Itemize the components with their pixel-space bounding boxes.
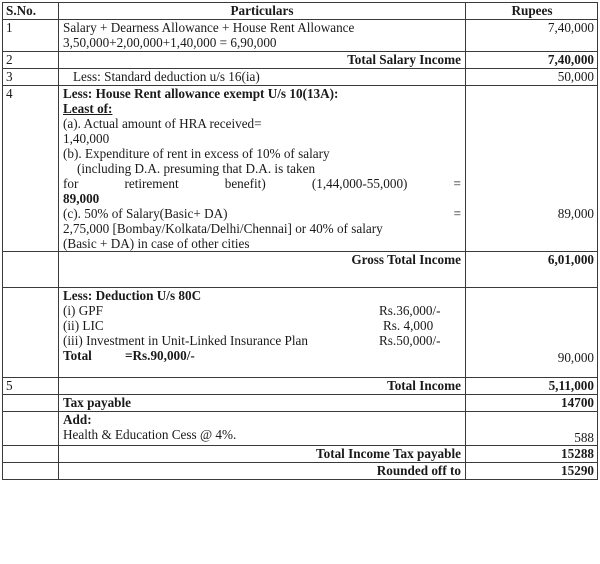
gross-sno (3, 252, 59, 288)
cess-label: Health & Education Cess @ 4%. (63, 427, 237, 442)
cess-sno (3, 412, 59, 446)
row5-amount: 5,11,000 (466, 378, 598, 395)
row1-line2: 3,50,000+2,00,000+1,40,000 = 6,90,000 (63, 35, 277, 50)
tax-computation-table (2, 2, 598, 480)
row4-c1-text: (c). 50% of Salary(Basic+ DA) (63, 206, 228, 221)
rounded-amount: 15290 (466, 463, 598, 480)
deduction-item-gpf (63, 303, 461, 318)
row4-c1-equals: = (453, 206, 461, 221)
row3-label: Less: Standard deduction u/s 16(ia) (59, 69, 466, 86)
row4-least-of: Least of: (63, 101, 113, 116)
row-hra-exemption (3, 86, 598, 252)
cess-add: Add: (63, 412, 92, 427)
row4-b4: 89,000 (63, 191, 100, 206)
row4-b3-word-3: benefit) (224, 176, 266, 191)
row4-b3-word-4: (1,44,000-55,000) (311, 176, 408, 191)
row-cess (3, 412, 598, 446)
deduction-item-value: Rs.36,000/- (379, 303, 441, 318)
header-row (3, 3, 598, 20)
row2-label: Total Salary Income (59, 52, 466, 69)
row-total-salary (3, 52, 598, 69)
row4-title: Less: House Rent allowance exempt U/s 10(13A): (63, 86, 339, 101)
row4-a1: (a). Actual amount of HRA received= (63, 116, 262, 131)
gross-label: Gross Total Income (59, 252, 466, 288)
row4-amount: 89,000 (466, 86, 598, 252)
row-total-income (3, 378, 598, 395)
deduction-spacer (63, 363, 461, 377)
cess-particulars (59, 412, 466, 446)
row4-sno: 4 (3, 86, 59, 252)
tax-computation-sheet (2, 2, 598, 560)
deduction-item-value: Rs.50,000/- (379, 333, 441, 348)
header-rupees: Rupees (466, 3, 598, 20)
header-particulars: Particulars (59, 3, 466, 20)
deduction-total-value: =Rs.90,000/- (125, 348, 195, 363)
row5-sno: 5 (3, 378, 59, 395)
deduction-total-label: Total (63, 348, 92, 363)
row5-label: Total Income (59, 378, 466, 395)
row4-b3-word-1: for (63, 176, 79, 191)
total-tax-sno (3, 446, 59, 463)
row-total-income-tax (3, 446, 598, 463)
row1-line1: Salary + Dearness Allowance + House Rent Allowance (63, 20, 355, 35)
tax-sno (3, 395, 59, 412)
row-salary (3, 20, 598, 52)
gross-amount: 6,01,000 (466, 252, 598, 288)
total-tax-label: Total Income Tax payable (59, 446, 466, 463)
tax-label: Tax payable (59, 395, 466, 412)
row4-a2: 1,40,000 (63, 131, 110, 146)
deduction-particulars (59, 288, 466, 378)
rounded-sno (3, 463, 59, 480)
deduction-item-lic (63, 318, 461, 333)
row4-b3 (63, 176, 461, 191)
header-sno: S.No. (3, 3, 59, 20)
row-rounded-off (3, 463, 598, 480)
row3-sno: 3 (3, 69, 59, 86)
deduction-title: Less: Deduction U/s 80C (63, 288, 202, 303)
row-80c-deduction (3, 288, 598, 378)
row-gross-total (3, 252, 598, 288)
cess-amount: 588 (466, 412, 598, 446)
row-tax-payable (3, 395, 598, 412)
deduction-item-name: (iii) Investment in Unit-Linked Insurance Plan (63, 333, 309, 348)
row1-particulars (59, 20, 466, 52)
deduction-sno (3, 288, 59, 378)
row-standard-deduction (3, 69, 598, 86)
row2-amount: 7,40,000 (466, 52, 598, 69)
row1-sno: 1 (3, 20, 59, 52)
deduction-item-name: (ii) LIC (63, 318, 104, 333)
total-tax-amount: 15288 (466, 446, 598, 463)
deduction-item-value: Rs. 4,000 (383, 318, 434, 333)
row4-c3: (Basic + DA) in case of other cities (63, 236, 250, 251)
row3-amount: 50,000 (466, 69, 598, 86)
tax-amount: 14700 (466, 395, 598, 412)
row4-b2: (including D.A. presuming that D.A. is taken (77, 161, 316, 176)
row4-b3-word-2: retirement (124, 176, 179, 191)
row4-c1 (63, 206, 461, 221)
row2-sno: 2 (3, 52, 59, 69)
row4-particulars (59, 86, 466, 252)
deduction-item-ulip (63, 333, 461, 348)
rounded-label: Rounded off to (59, 463, 466, 480)
deduction-item-name: (i) GPF (63, 303, 103, 318)
row1-amount: 7,40,000 (466, 20, 598, 52)
deduction-amount: 90,000 (466, 288, 598, 378)
deduction-total (63, 348, 461, 363)
row4-b1: (b). Expenditure of rent in excess of 10% of salary (63, 146, 330, 161)
row4-b3-word-5: = (453, 176, 461, 191)
row4-c2: 2,75,000 [Bombay/Kolkata/Delhi/Chennai] or 40% of salary (63, 221, 383, 236)
